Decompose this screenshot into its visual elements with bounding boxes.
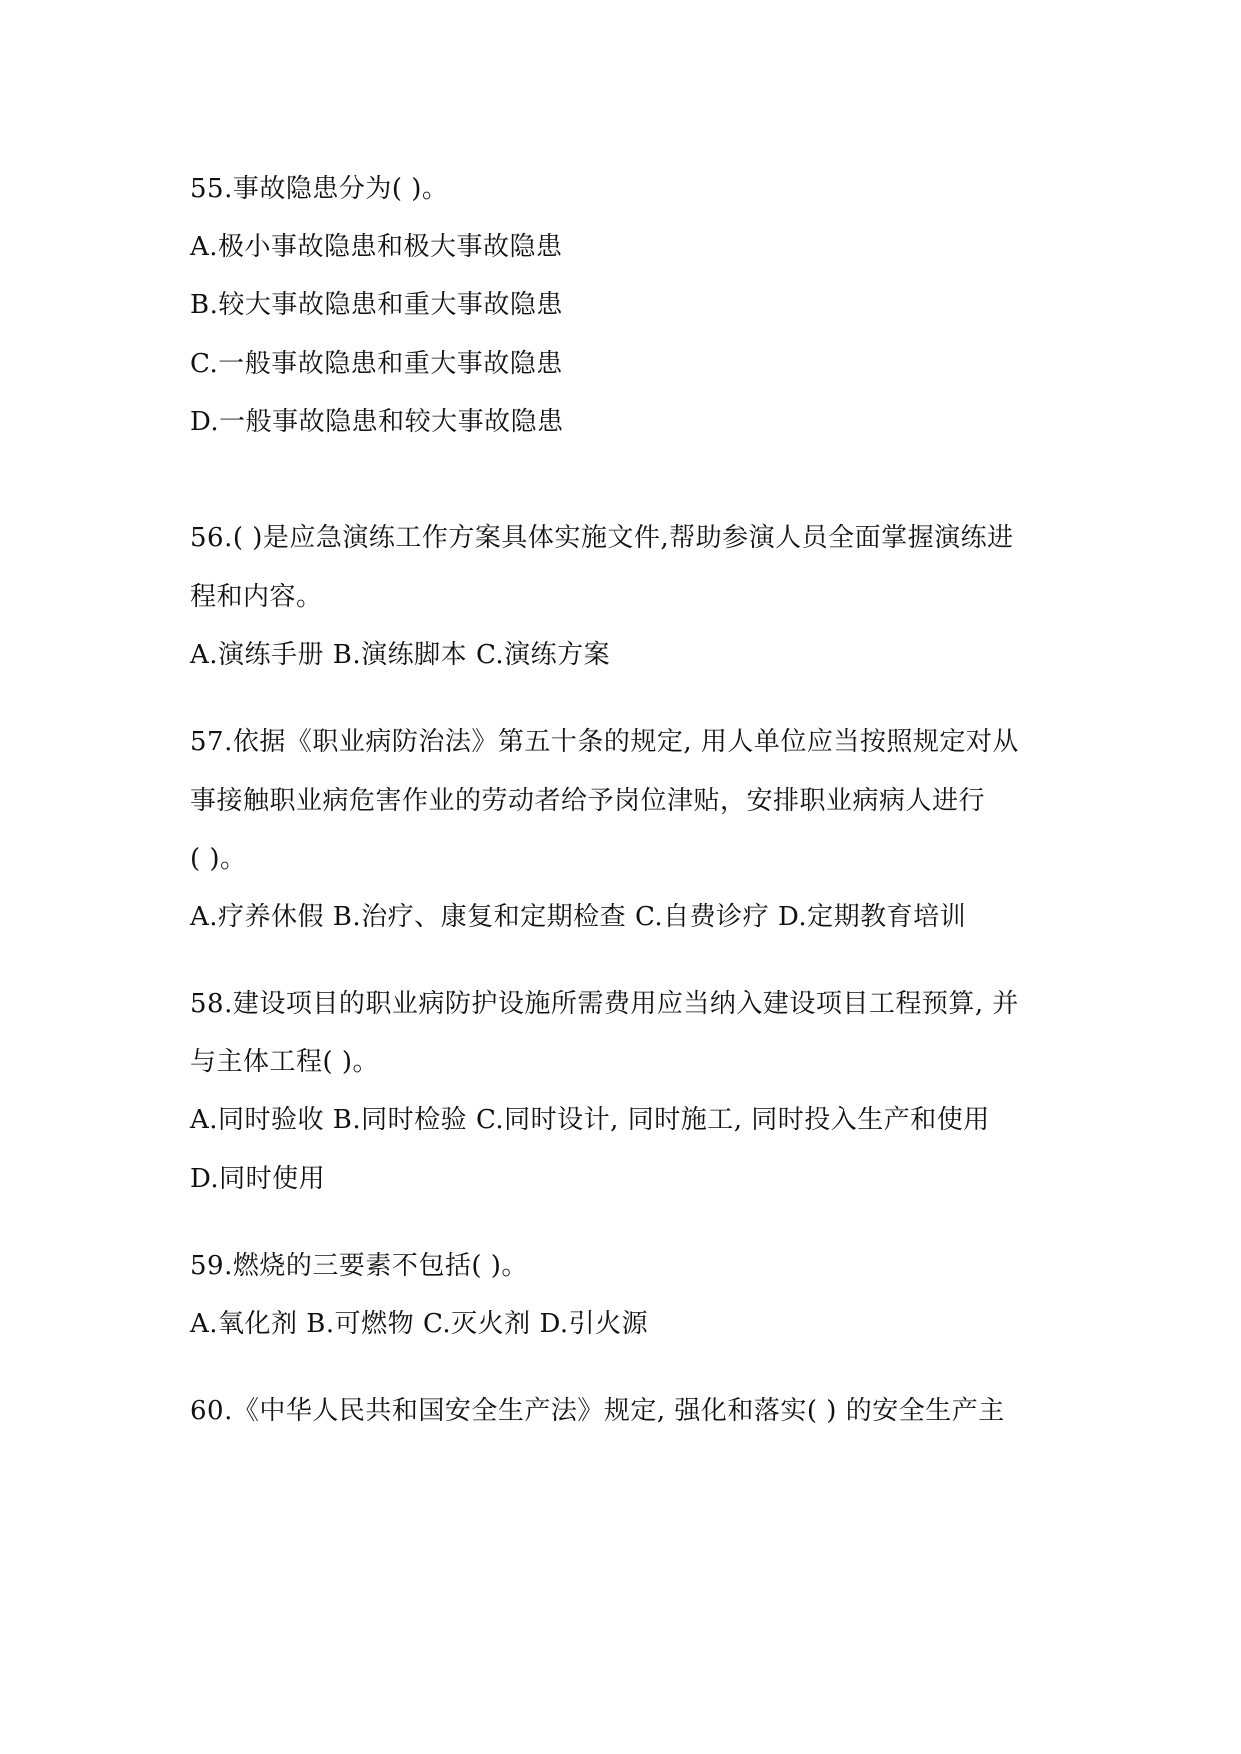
- question-55-option-d: D.一般事故隐患和较大事故隐患: [190, 407, 564, 437]
- question-57-stem-line-2: 事接触职业病危害作业的劳动者给予岗位津贴，安排职业病病人进行: [190, 786, 986, 816]
- question-57-stem-line-3: ( )。: [190, 844, 247, 874]
- question-56-stem-line-2: 程和内容。: [190, 582, 323, 612]
- question-58-options-line-1: A.同时验收 B.同时检验 C.同时设计, 同时施工, 同时投入生产和使用: [190, 1105, 990, 1135]
- question-60-stem-line-1: 60.《中华人民共和国安全生产法》规定, 强化和落实( ) 的安全生产主: [190, 1396, 1005, 1426]
- question-55-stem: 55.事故隐患分为( )。: [190, 174, 449, 204]
- question-55-option-b: B.较大事故隐患和重大事故隐患: [190, 290, 563, 320]
- question-55-option-a: A.极小事故隐患和极大事故隐患: [190, 232, 563, 262]
- question-58-stem-line-2: 与主体工程( )。: [190, 1047, 380, 1077]
- question-56-stem-line-1: 56.( )是应急演练工作方案具体实施文件,帮助参演人员全面掌握演练进: [190, 523, 1014, 553]
- question-56-options: A.演练手册 B.演练脚本 C.演练方案: [190, 640, 611, 670]
- question-55-option-c: C.一般事故隐患和重大事故隐患: [190, 349, 563, 379]
- question-59-options: A.氧化剂 B.可燃物 C.灭火剂 D.引火源: [190, 1309, 649, 1339]
- question-57-options: A.疗养休假 B.治疗、康复和定期检查 C.自费诊疗 D.定期教育培训: [190, 902, 967, 932]
- question-58-options-line-2: D.同时使用: [190, 1164, 326, 1194]
- question-58-stem-line-1: 58.建设项目的职业病防护设施所需费用应当纳入建设项目工程预算, 并: [190, 989, 1019, 1019]
- question-59-stem: 59.燃烧的三要素不包括( )。: [190, 1251, 528, 1281]
- question-57-stem-line-1: 57.依据《职业病防治法》第五十条的规定, 用人单位应当按照规定对从: [190, 727, 1019, 757]
